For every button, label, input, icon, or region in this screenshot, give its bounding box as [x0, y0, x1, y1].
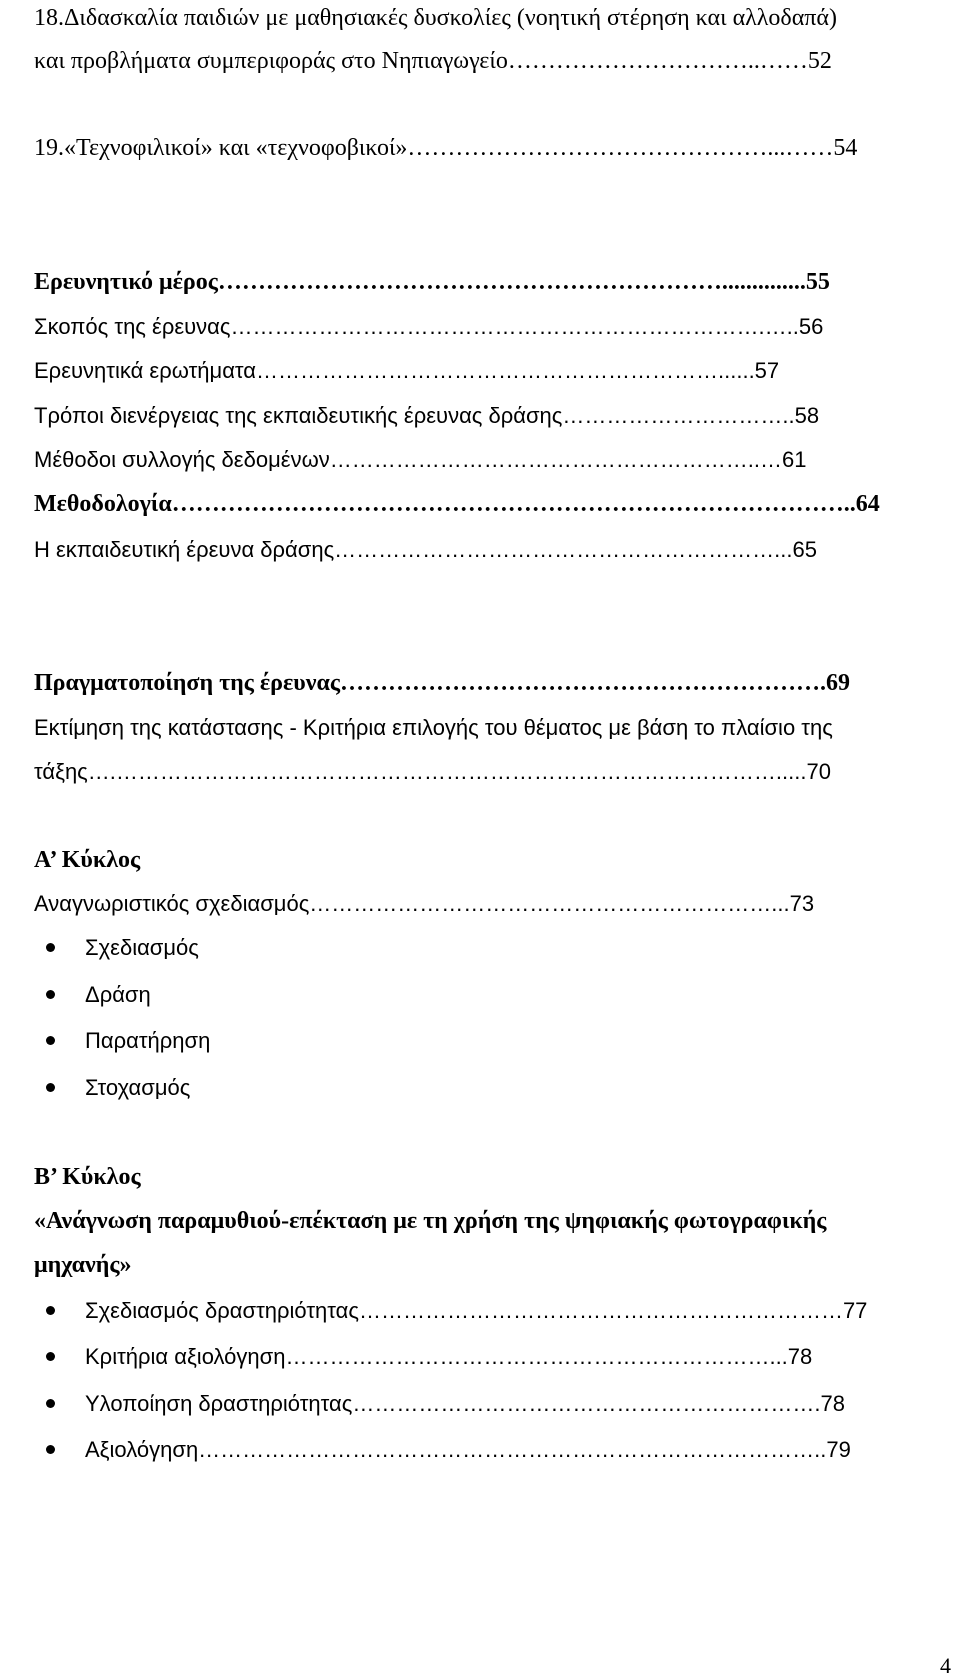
toc-heading-cycle-a: Α’ Κύκλος [34, 847, 141, 873]
toc-bullet-observation: Παρατήρηση [85, 1028, 211, 1053]
toc-heading-cycle-b: Β’ Κύκλος [34, 1164, 141, 1190]
toc-entry-data-collection: Μέθοδοι συλλογής δεδομένων…………………………………………………..…61 [34, 447, 807, 472]
toc-heading-fairy-tale-cont: μηχανής» [34, 1252, 132, 1278]
toc-heading-implementation: Πραγματοποίηση της έρευνας…………………………………………………….69 [34, 670, 850, 696]
toc-entry-methods-action-research: Τρόποι διενέργειας της εκπαιδευτικής έρευνας δράσης…………………………..58 [34, 403, 820, 428]
bullet-icon [46, 1083, 55, 1092]
toc-bullet-action: Δράση [85, 982, 151, 1007]
toc-bullet-implementation: Υλοποίηση δραστηριότητας……………………………………………………….78 [85, 1391, 845, 1416]
toc-heading-fairy-tale: «Ανάγνωση παραμυθιού-επέκταση με τη χρήση της ψηφιακής φωτογραφικής [34, 1208, 827, 1234]
toc-entry-assessment-cont: τάξης….……………………………………………………………………………….....70 [34, 759, 831, 784]
toc-entry-19: 19.«Τεχνοφιλικοί» και «τεχνοφοβικοί»………………………………………...……54 [34, 135, 858, 161]
toc-entry-questions: Ερευνητικά ερωτήματα………………………………………………………......57 [34, 358, 780, 383]
toc-bullet-evaluation-criteria: Κριτήρια αξιολόγηση…………………………………………………………...78 [85, 1344, 813, 1369]
toc-entry-recon-planning: Αναγνωριστικός σχεδιασμός………………………………………………………...73 [34, 891, 815, 916]
toc-bullet-reflection: Στοχασμός [85, 1075, 191, 1100]
page-number: 4 [940, 1653, 951, 1678]
toc-entry-18-cont: και προβλήματα συμπεριφοράς στο Νηπιαγωγείο…………………………..……52 [34, 48, 832, 74]
toc-heading-research: Ερευνητικό μέρος………………………………………………………..............55 [34, 269, 830, 295]
toc-entry-assessment: Εκτίμηση της κατάστασης - Κριτήρια επιλογής του θέματος με βάση το πλαίσιο της [34, 715, 833, 740]
toc-bullet-evaluation: Αξιολόγηση…………………………………………………………………………..79 [85, 1437, 851, 1462]
bullet-icon [46, 1399, 55, 1408]
toc-bullet-planning: Σχεδιασμός [85, 935, 199, 960]
toc-entry-action-research: Η εκπαιδευτική έρευνα δράσης……………………………………………………...65 [34, 537, 817, 562]
toc-heading-methodology: Μεθοδολογία…………………………………………………………………………..64 [34, 491, 880, 517]
bullet-icon [46, 1445, 55, 1454]
bullet-icon [46, 1352, 55, 1361]
bullet-icon [46, 1036, 55, 1045]
bullet-icon [46, 1306, 55, 1315]
bullet-icon [46, 990, 55, 999]
toc-entry-18: 18.Διδασκαλία παιδιών με μαθησιακές δυσκολίες (νοητική στέρηση και αλλοδαπά) [34, 5, 837, 31]
bullet-icon [46, 943, 55, 952]
toc-entry-aim: Σκοπός της έρευνας……………………………………………………………….…..56 [34, 314, 824, 339]
toc-bullet-activity-planning: Σχεδιασμός δραστηριότητας…………………………………………………………77 [85, 1298, 868, 1323]
